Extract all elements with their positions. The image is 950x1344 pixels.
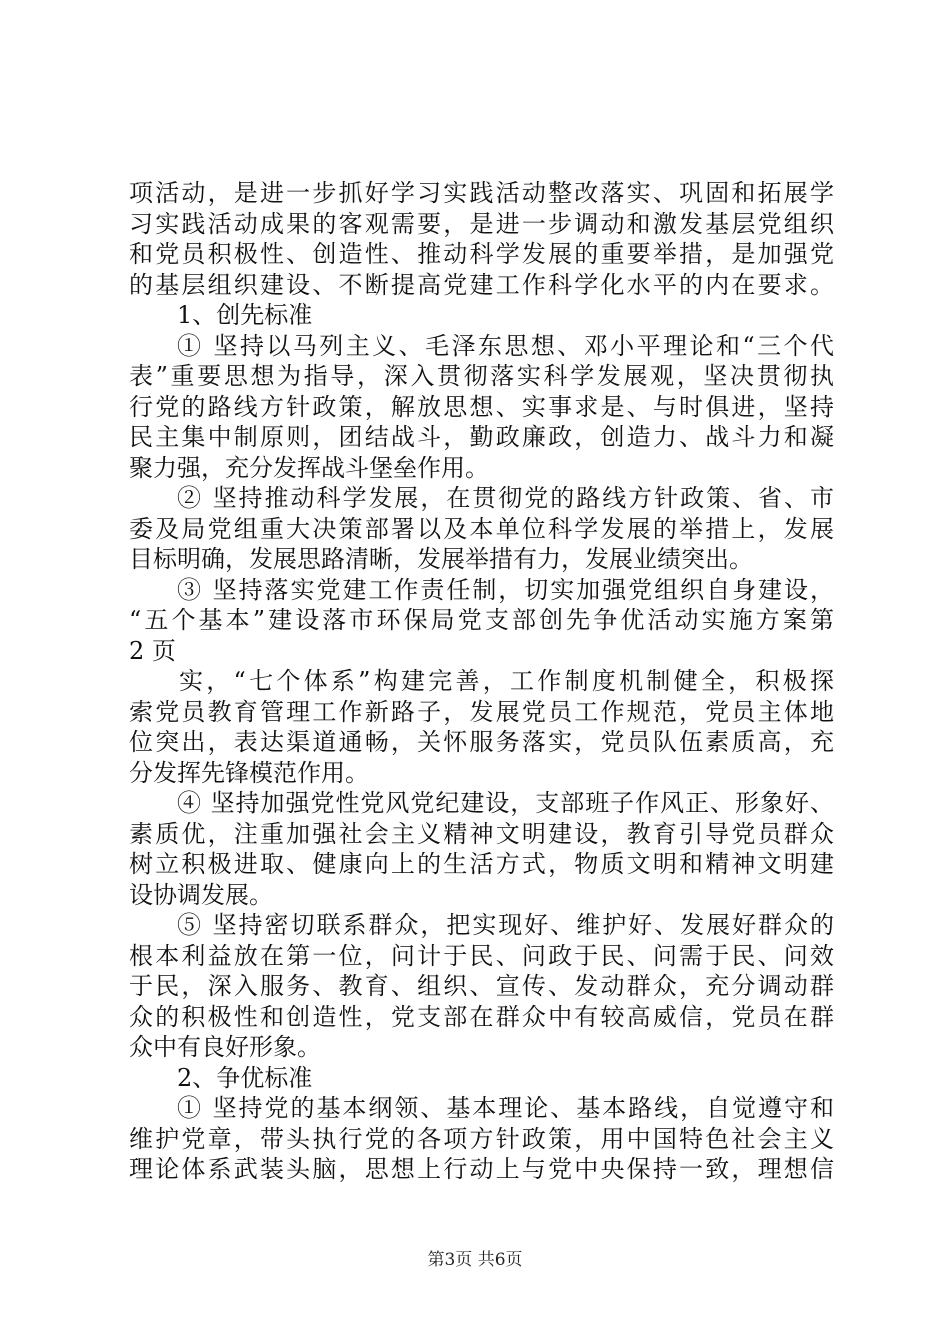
body-line: 根本利益放在第一位，问计于民、问政于民、问需于民、问效: [129, 941, 834, 970]
body-line: ① 坚持以马列主义、毛泽东思想、邓小平理论和“三个代: [177, 331, 834, 360]
body-line: ⑤ 坚持密切联系群众，把实现好、维护好、发展好群众的: [177, 911, 834, 939]
page-footer: 第3页 共6页: [427, 1250, 523, 1270]
document-body: [129, 178, 834, 1185]
body-line: 的基层组织建设、不断提高党建工作科学化水平的内在要求。: [129, 270, 834, 299]
body-line: ② 坚持推动科学发展，在贯彻党的路线方针政策、省、市: [177, 484, 834, 512]
body-line: 和党员积极性、创造性、推动科学发展的重要举措，是加强党: [129, 240, 834, 268]
body-line: 聚力强，充分发挥战斗堡垒作用。: [129, 453, 489, 482]
body-line: 素质优，注重加强社会主义精神文明建设，教育引导党员群众: [129, 819, 834, 848]
body-line: 民主集中制原则，团结战斗，勤政廉政，创造力、战斗力和凝: [129, 423, 834, 451]
body-line: 实，“七个体系”构建完善，工作制度机制健全，积极探: [179, 667, 834, 695]
body-line: 于民，深入服务、教育、组织、宣传、发动群众，充分调动群: [129, 972, 834, 1000]
body-line: 众中有良好形象。: [129, 1033, 321, 1061]
body-line: 树立积极进取、健康向上的生活方式，物质文明和精神文明建: [129, 850, 834, 878]
body-line: 目标明确，发展思路清晰，发展举措有力，发展业绩突出。: [129, 545, 753, 573]
body-line: 分发挥先锋模范作用。: [129, 758, 369, 787]
section-heading: 2、争优标准: [177, 1063, 313, 1092]
body-line: 理论体系武装头脑，思想上行动上与党中央保持一致，理想信: [129, 1155, 834, 1183]
section-heading: 1、创先标准: [177, 301, 313, 329]
body-line: 行党的路线方针政策，解放思想、实事求是、与时俱进，坚持: [129, 392, 834, 421]
body-line: 委及局党组重大决策部署以及本单位科学发展的举措上，发展: [129, 514, 834, 543]
body-line: 索党员教育管理工作新路子，发展党员工作规范，党员主体地: [129, 697, 834, 726]
body-line: 众的积极性和创造性，党支部在群众中有较高威信，党员在群: [129, 1002, 834, 1031]
body-line: 2 页: [129, 636, 176, 665]
body-line: ① 坚持党的基本纲领、基本理论、基本路线，自觉遵守和: [177, 1094, 834, 1122]
body-line: 习实践活动成果的客观需要，是进一步调动和激发基层党组织: [129, 209, 834, 238]
body-line: 设协调发展。: [129, 880, 273, 909]
body-line: 项活动，是进一步抓好学习实践活动整改落实、巩固和拓展学: [129, 179, 834, 207]
body-line: “五个基本”建设落市环保局党支部创先争优活动实施方案第: [129, 606, 834, 634]
body-line: 表”重要思想为指导，深入贯彻落实科学发展观，坚决贯彻执: [129, 362, 834, 390]
body-line: ③ 坚持落实党建工作责任制，切实加强党组织自身建设，: [177, 575, 834, 604]
body-line: 位突出，表达渠道通畅，关怀服务落实，党员队伍素质高，充: [129, 728, 834, 756]
body-line: ④ 坚持加强党性党风党纪建设，支部班子作风正、形象好、: [177, 789, 834, 817]
body-line: 维护党章，带头执行党的各项方针政策，用中国特色社会主义: [129, 1124, 834, 1153]
